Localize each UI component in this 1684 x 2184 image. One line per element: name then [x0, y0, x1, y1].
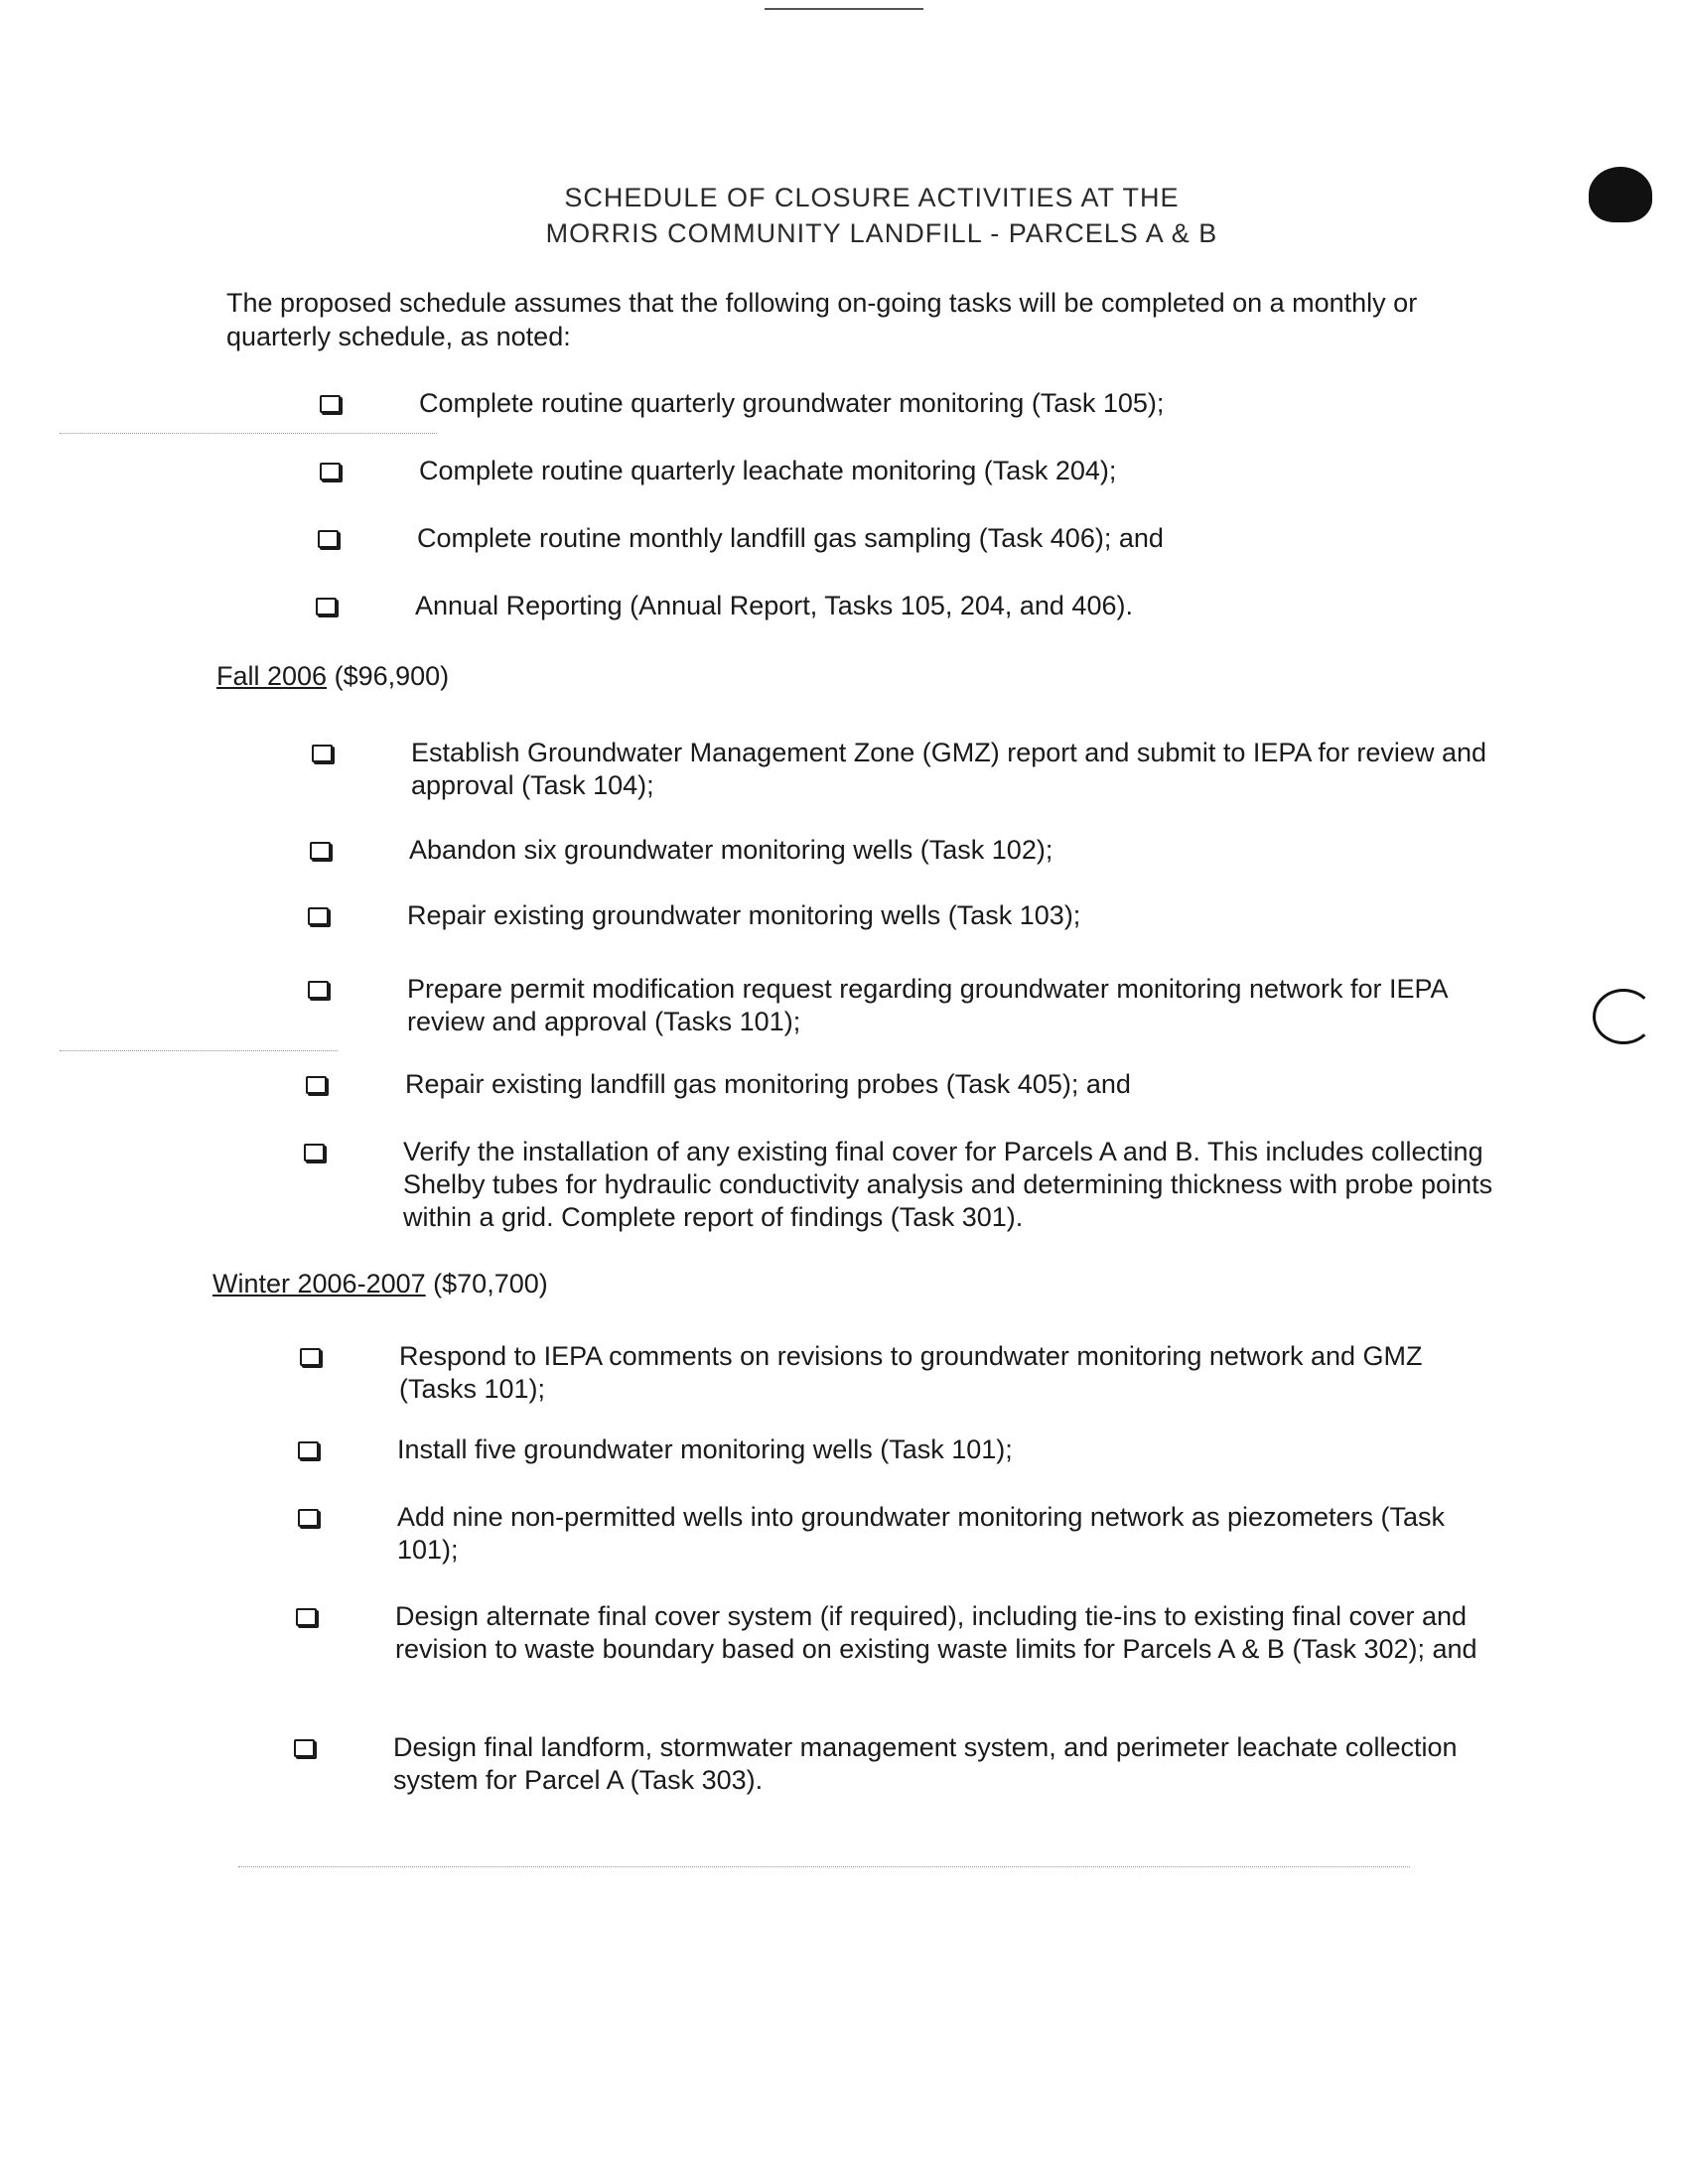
list-item-text: Repair existing groundwater monitoring wells (Task 103);: [407, 900, 1081, 930]
section-heading-winter: [212, 1267, 548, 1300]
list-item-text: Design final landform, stormwater management system, and perimeter leachate collection system for Parcel A (Task 303).: [393, 1732, 1458, 1795]
checkbox-icon: [308, 981, 329, 999]
list-item-text: Abandon six groundwater monitoring wells (Task 102);: [409, 835, 1053, 865]
list-item-text: Establish Groundwater Management Zone (GMZ) report and submit to IEPA for review and approval (Task 104);: [411, 738, 1486, 800]
section-period: Winter 2006-2007: [212, 1269, 426, 1298]
scan-noise-line: [238, 1866, 1410, 1867]
checkbox-icon: [308, 907, 329, 925]
checkbox-icon: [310, 842, 331, 860]
checkbox-icon: [294, 1739, 315, 1757]
checkbox-icon: [300, 1348, 321, 1366]
scan-noise-line: [60, 1050, 338, 1051]
list-item-text: Repair existing landfill gas monitoring probes (Task 405); and: [405, 1069, 1131, 1099]
checkbox-icon: [318, 530, 339, 548]
list-item-text: Annual Reporting (Annual Report, Tasks 105, 204, and 406).: [415, 591, 1133, 620]
checkbox-icon: [306, 1076, 327, 1094]
checkbox-icon: [298, 1441, 319, 1459]
section-period: Fall 2006: [216, 661, 328, 691]
list-item-text: Complete routine quarterly groundwater monitoring (Task 105);: [419, 388, 1165, 418]
checkbox-icon: [316, 598, 337, 615]
document-title-line-2: MORRIS COMMUNITY LANDFILL - PARCELS A & B: [545, 218, 1218, 248]
list-item-text: Complete routine monthly landfill gas sampling (Task 406); and: [417, 523, 1164, 553]
checkbox-icon: [304, 1144, 325, 1161]
section-cost: ($70,700): [433, 1269, 548, 1298]
list-item-text: Prepare permit modification request regarding groundwater monitoring network for IEPA review and approval (Tasks 101);: [407, 974, 1448, 1036]
checkbox-icon: [312, 745, 333, 762]
section-cost: ($96,900): [334, 661, 450, 691]
intro-paragraph: The proposed schedule assumes that the following on-going tasks will be completed on a monthly or quarterly schedule, as noted:: [226, 288, 1418, 351]
list-item-text: Add nine non-permitted wells into groundwater monitoring network as piezometers (Task 101);: [397, 1502, 1446, 1565]
checkbox-icon: [296, 1608, 317, 1626]
list-item-text: Install five groundwater monitoring wells (Task 101);: [397, 1434, 1013, 1464]
checkbox-icon: [320, 463, 341, 480]
scan-noise-line: [60, 433, 437, 434]
checkbox-icon: [298, 1509, 319, 1527]
document-title-line-1: SCHEDULE OF CLOSURE ACTIVITIES AT THE: [564, 183, 1180, 212]
top-rule: [765, 8, 923, 10]
list-item-text: Respond to IEPA comments on revisions to groundwater monitoring network and GMZ (Tasks 101);: [399, 1341, 1423, 1404]
list-item-text: Complete routine quarterly leachate monitoring (Task 204);: [419, 456, 1117, 485]
list-item-text: Design alternate final cover system (if required), including tie-ins to existing final cover and revision to waste boundary based on existing waste limits for Parcels A & B (Task 302); and: [395, 1601, 1477, 1664]
section-heading-fall: [216, 659, 449, 693]
punch-hole-middle: [1593, 989, 1654, 1044]
checkbox-icon: [320, 395, 341, 413]
list-item-text: Verify the installation of any existing final cover for Parcels A and B. This includes collecting Shelby tubes for hydraulic conductivity analysis and determining thickness with probe points within a grid. Complete report of findings (Task 301).: [403, 1137, 1493, 1232]
